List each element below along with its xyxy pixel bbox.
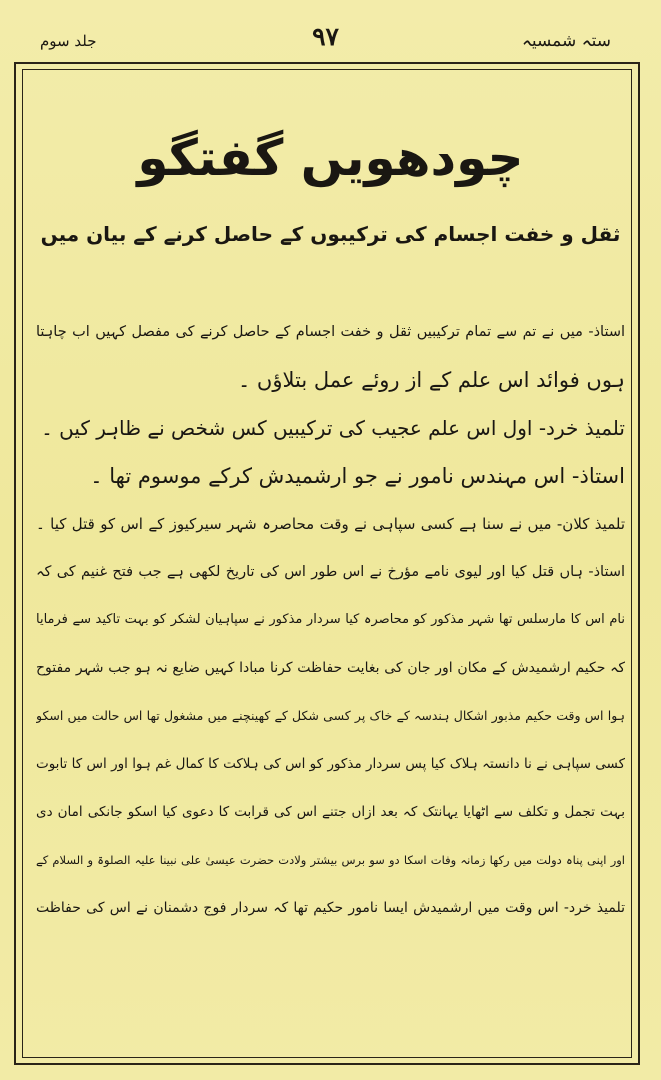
- text-line: تلمیذ کلان- میں نے سنا ہے کسی سپاہی نے وقت محاصرہ شہر سیرکیوز کے اس کو قتل کیا ۔: [36, 515, 625, 533]
- chapter-subheading: ثقل و خفت اجسام کی ترکیبوں کے حاصل کرنے کے بیان میں: [40, 222, 621, 246]
- text-line: استاذ- میں نے تم سے تمام ترکیبیں ثقل و خفت اجسام کے حاصل کرنے کی مفصل کہیں اب چاہتا: [36, 324, 625, 340]
- volume-label: جلد سوم: [40, 32, 97, 50]
- text-line: استاذ- اس مہندس نامور نے جو ارشمیدش کرکے موسوم تھا ۔: [90, 464, 625, 488]
- text-line: نام اس کا مارسلس تھا شہر مذکور کو محاصرہ کیا سردار مذکور نے سپاہیان لشکر کو بہت تاکید سے فرمایا: [36, 612, 625, 627]
- text-line: کہ حکیم ارشمیدش کے مکان اور جان کی بغایت حفاظت کرنا مبادا کہیں ضایع نہ ہو جب شہر مفتوح: [36, 660, 625, 676]
- text-line: تلمیذ خرد- اول اس علم عجیب کی ترکیبیں کس شخص نے ظاہر کیں ۔: [41, 416, 625, 440]
- text-line: کسی سپاہی نے نا دانستہ ہلاک کیا پس سردار مذکور کو اس کی ہلاکت کا کمال غم ہوا اور اس کا تابوت: [36, 756, 625, 772]
- running-head: [40, 22, 611, 62]
- text-line: بہت تجمل و تکلف سے اٹھایا یہانتک کہ بعد ازاں جتنے اس کی قرابت کا دعوی کیا اسکو جانکی امان دی: [36, 804, 625, 820]
- chapter-heading: چودھویں گفتگو: [137, 129, 524, 187]
- book-title: ستہ شمسیہ: [521, 31, 611, 51]
- text-line: استاذ- ہاں قتل کیا اور لیوی نامے مؤرخ نے اس طور اس کی تاریخ لکھی ہے جب فتح غنیم کی کہ: [36, 564, 625, 580]
- body-text: [36, 320, 625, 944]
- text-line: اور اپنی پناہ دولت میں رکھا زمانہ وفات اسکا دو سو برس بیشتر ولادت حضرت عیسیٰ علی نبینا علیہ الصلوۃ و السلام کے: [36, 853, 625, 867]
- text-line: تلمیذ خرد- اس وقت میں ارشمیدش ایسا نامور حکیم تھا کہ سردار فوج دشمنان نے اس کی حفاظت: [36, 900, 625, 916]
- text-line: ہوں فوائد اس علم کے از روئے عمل بتلاؤں ۔: [237, 368, 625, 392]
- page-number: ۹۷: [312, 22, 339, 51]
- text-line: ہوا اس وقت حکیم مذبور اشکال ہندسہ کے خاک پر کسی شکل کے کھینچنے میں مشغول تھا اس حالت میں اسکو: [36, 708, 625, 723]
